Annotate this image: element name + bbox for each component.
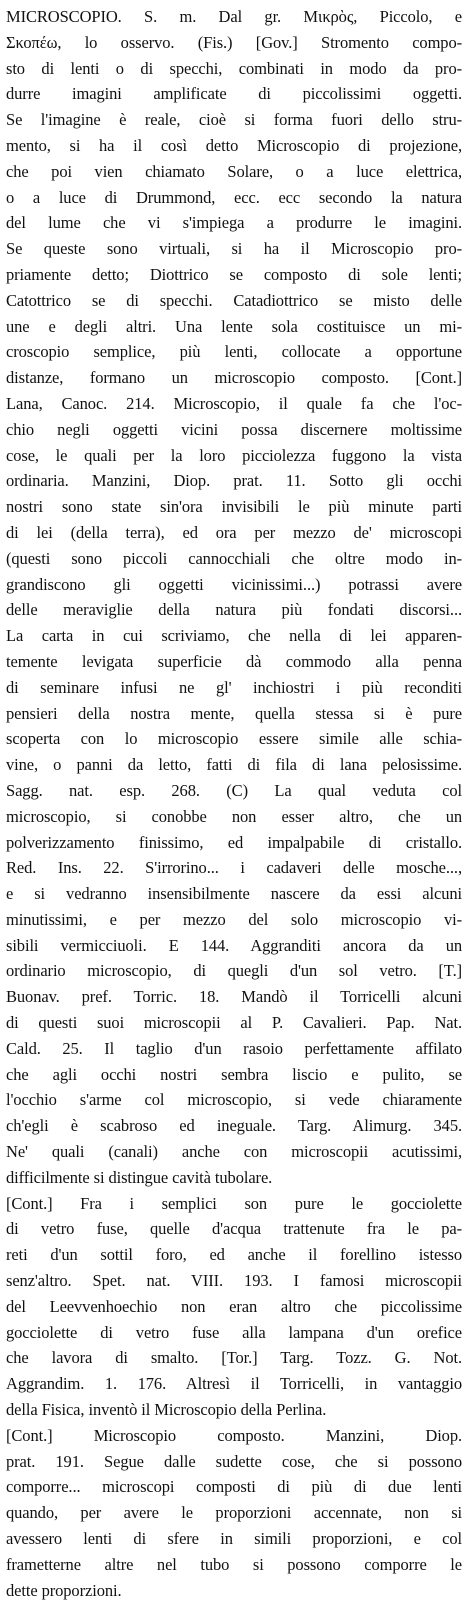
entry-text-line: Sagg. nat. esp. 268. (C) La qual veduta col [6, 780, 462, 800]
entry-text-line: polverizzamento finissimo, ed impalpabile di cristallo. [6, 832, 462, 852]
entry-text-line: Ne' quali (canali) anche con microscopii acutissimi, [6, 1142, 462, 1162]
entry-text-line: Red. Ins. 22. S'irrorino... i cadaveri delle mosche..., [6, 858, 462, 878]
entry-text-line: sto di lenti o di specchi, combinati in modo da pro- [6, 58, 462, 78]
entry-text-line: l'occhio s'arme col microscopio, si vede chiaramente [6, 1090, 462, 1110]
entry-text-line: e si vedranno insensibilmente nascere da essi alcuni [6, 884, 462, 904]
entry-text-line: Lana, Canoc. 214. Microscopio, il quale fa che l'oc- [6, 393, 462, 413]
entry-text-line: sibili vermicciuoli. E 144. Aggranditi ancora da un [6, 935, 462, 955]
entry-text-line: che lavora di smalto. [Tor.] Targ. Tozz. G. Not. [6, 1348, 462, 1368]
entry-text-line: priamente detto; Diottrico se composto di sole lenti; [6, 264, 462, 284]
entry-text-line: quando, per avere le proporzioni accennate, non si [6, 1503, 462, 1523]
entry-text-line: ordinaria. Manzini, Diop. prat. 11. Sotto gli occhi [6, 471, 462, 491]
entry-text-line: delle meraviglie della natura più fondati discorsi... [6, 600, 462, 620]
entry-text-line: Se l'imagine è reale, cioè si forma fuori dello stru- [6, 110, 462, 130]
entry-text-line: della Fisica, inventò il Microscopio della Perlina. [6, 1400, 327, 1420]
entry-text-line: di lei (della terra), ed ora per mezzo de' microscopi [6, 522, 462, 542]
entry-text-line: ordinario microscopio, di quegli d'un sol vetro. [T.] [6, 961, 462, 981]
entry-text-line: La carta in cui scriviamo, che nella di lei apparen- [6, 626, 462, 646]
entry-text-line: frametterne altre nel tubo si possono comporre le [6, 1554, 462, 1574]
entry-text-line: che poi vien chiamato Solare, o a luce elettrica, [6, 161, 462, 181]
entry-text-line: ch'egli è scabroso ed ineguale. Targ. Alimurg. 345. [6, 1116, 462, 1136]
entry-text-line: durre imagini amplificate di piccolissimi oggetti. [6, 84, 462, 104]
entry-text-line: microscopio, si conobbe non esser altro, che un [6, 806, 462, 826]
entry-text-line: grandiscono gli oggetti vicinissimi...) potrassi avere [6, 574, 462, 594]
entry-text-line: [Cont.] Fra i semplici son pure le gocciolette [6, 1193, 462, 1213]
entry-text-line: une e degli altri. Una lente sola costituisce un mi- [6, 316, 462, 336]
entry-text-line: di questi suoi microscopii al P. Cavalieri. Pap. Nat. [6, 1013, 462, 1033]
entry-text-line: chio negli oggetti vicini possa discernere moltissime [6, 419, 462, 439]
entry-text-line: Σκοπέω, lo osservo. (Fis.) [Gov.] Stromento compo- [6, 32, 462, 52]
entry-text-line: Cald. 25. Il taglio d'un rasoio perfettamente affilato [6, 1038, 462, 1058]
entry-text-line: prat. 191. Segue dalle sudette cose, che si possono [6, 1451, 462, 1471]
entry-text-line: difficilmente si distingue cavità tubolare. [6, 1167, 273, 1187]
entry-text-line: di vetro fuse, quelle d'acqua trattenute fra le pa- [6, 1219, 462, 1239]
entry-text-line: croscopio semplice, più lenti, collocate a opportune [6, 342, 462, 362]
entry-text-body [6, 4, 462, 1603]
entry-text-line: (questi sono piccoli cannocchiali che oltre modo in- [6, 548, 462, 568]
entry-text-line: di seminare infusi ne gl' inchiostri i più reconditi [6, 677, 462, 697]
entry-text-line: comporre... microscopi composti di più di due lenti [6, 1477, 462, 1497]
entry-text-line: gocciolette di vetro fuse alla lampana d'un orefice [6, 1322, 462, 1342]
entry-text-line: Se queste sono virtuali, si ha il Microscopio pro- [6, 239, 462, 259]
entry-text-line: reti d'un sottil foro, ed anche il forellino istesso [6, 1245, 462, 1265]
entry-text-line: o a luce di Drummond, ecc. ecc secondo la natura [6, 187, 462, 207]
entry-text-line: Aggrandim. 1. 176. Altresì il Torricelli, in vantaggio [6, 1374, 462, 1394]
entry-text-line: nostri sono state sin'ora invisibili le più minute parti [6, 497, 462, 517]
entry-text-line: [Cont.] Microscopio composto. Manzini, Diop. [6, 1425, 462, 1445]
entry-text-line: cose, le quali per la loro picciolezza fuggono la vista [6, 445, 462, 465]
entry-text-line: del lume che vi s'impiega a produrre le imagini. [6, 213, 462, 233]
entry-text-line: MICROSCOPIO. S. m. Dal gr. Μικρὸς, Piccolo, e [6, 7, 462, 26]
entry-text-line: del Leevvenhoechio non eran altro che piccolissime [6, 1296, 462, 1316]
entry-text-line: senz'altro. Spet. nat. VIII. 193. I famosi microscopii [6, 1271, 462, 1291]
entry-text-line: minutissimi, e per mezzo del solo microscopio vi- [6, 909, 462, 929]
entry-text-line: avessero lenti di sfere in simili proporzioni, e col [6, 1529, 462, 1549]
entry-text-line: distanze, formano un microscopio composto. [Cont.] [6, 368, 462, 388]
entry-text-line: Buonav. pref. Torric. 18. Mandò il Torricelli alcuni [6, 987, 462, 1007]
entry-text-line: temente levigata superficie dà commodo alla penna [6, 651, 462, 671]
entry-text-line: mento, si ha il così detto Microscopio di projezione, [6, 135, 462, 155]
entry-text-line: che agli occhi nostri sembra liscio e pulito, se [6, 1064, 462, 1084]
entry-text-line: vine, o panni da letto, fatti di fila di lana pelosissime. [6, 755, 462, 775]
entry-text-line: scoperta con lo microscopio essere simile alle schia- [6, 729, 462, 749]
entry-text-line: pensieri della nostra mente, quella stessa si è pure [6, 703, 462, 723]
entry-text-line: Catottrico se di specchi. Catadiottrico se misto delle [6, 290, 462, 310]
entry-text-line: dette proporzioni. [6, 1580, 122, 1600]
